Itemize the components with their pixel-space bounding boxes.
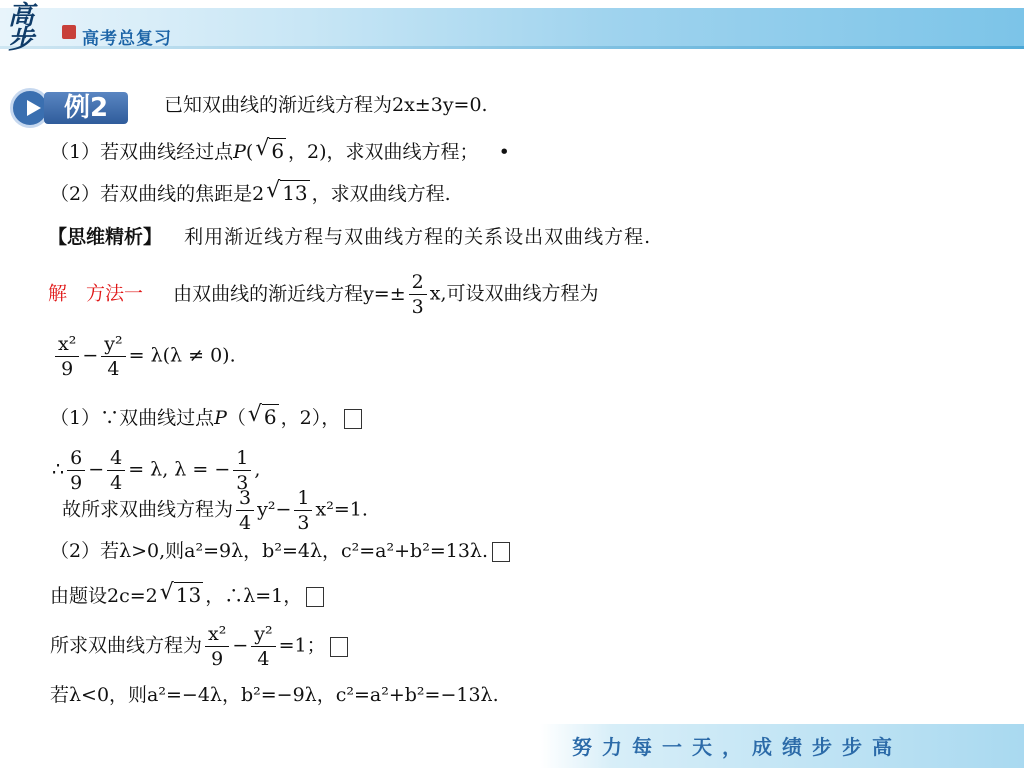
placeholder-box [330,637,348,657]
solution-answer1 [62,486,368,535]
frac-num: x² [55,332,79,357]
placeholder-box [344,409,362,429]
frac-x2-9 [205,622,229,671]
frac-1-3 [294,486,312,535]
p2c-tail: =1； [278,634,326,657]
frac-num: 2 [409,270,427,295]
therefore-symbol: ∴ [52,458,65,481]
point-p: P [214,407,227,429]
analysis-text: 利用渐近线方程与双曲线方程的关系设出双曲线方程. [184,226,652,248]
p2b-text: 由题设2c=2 [50,585,158,607]
eq-end: , [254,458,261,481]
answer1-text: 故所求双曲线方程为 [62,498,234,521]
problem-part1 [50,138,510,165]
frac-x2-9 [55,332,79,381]
hyperbola-general-eq [52,332,236,381]
minus-sign: − [232,634,249,657]
frac-num: 1 [233,446,251,471]
sqrt-value: 6 [271,139,285,163]
solution-line1 [48,270,599,319]
example-label: 例2 [44,92,128,124]
sqrt-6: √ 6 [255,136,285,163]
frac-den: 9 [61,358,74,380]
answer1-mid: y²− [257,498,292,521]
frac-y2-4 [101,332,125,381]
frac-den: 4 [107,358,120,380]
frac-num: 3 [236,486,254,511]
logo-char-bottom: 步 [8,25,35,55]
problem-part2 [50,180,451,207]
sqrt-value: 13 [175,583,202,607]
frac-num: y² [101,332,125,357]
sqrt-value: 13 [282,181,308,205]
header [0,0,1024,55]
part2-tail: ，求双曲线方程. [311,183,451,205]
solution-part2-line1 [50,538,510,564]
frac-num: 6 [67,446,85,471]
solution-line1-tail: x,可设双曲线方程为 [429,282,599,305]
problem-stem: 已知双曲线的渐近线方程为2x±3y=0. [164,94,488,116]
minus-sign: − [88,458,105,481]
frac-y2-4 [251,622,275,671]
frac-den: 9 [211,648,224,670]
p1-paren: （ [226,407,246,429]
p1-text: （1）∵双曲线过点 [50,407,215,429]
solution-line1-text: 由双曲线的渐近线方程y=± [173,282,406,305]
part1-text: （1）若双曲线经过点 [50,141,234,163]
eq-mid: = λ, λ = − [128,458,231,481]
placeholder-box [492,542,510,562]
solution-part2-line4: 若λ<0，则a²=−4λ，b²=−9λ，c²=a²+b²=−13λ. [50,684,499,706]
part1-paren: ( [245,141,254,163]
frac-den: 3 [236,472,249,494]
p1-tail: ，2）， [280,407,341,429]
example-badge [10,88,128,128]
p2b-tail: ，∴λ=1， [205,585,303,607]
point-p: P [233,141,246,163]
sqrt-6: √ 6 [247,402,277,429]
frac-den: 3 [297,512,310,534]
bullet-dot: • [498,141,510,163]
solution-part1 [50,404,362,431]
frac-2-3 [409,270,427,319]
analysis-line [48,224,651,250]
footer-motto: 努力每一天，成绩步步高 [572,735,902,759]
frac-den: 4 [110,472,123,494]
eq-rest: = λ(λ ≠ 0). [128,344,236,367]
sqrt-13: √ 13 [159,580,202,607]
sqrt-value: 6 [263,405,277,429]
frac-den: 9 [70,472,83,494]
frac-num: 1 [294,486,312,511]
frac-num: y² [251,622,275,647]
header-title: 高考总复习 [82,29,172,49]
solution-part2-line2 [50,582,324,609]
p2c-text: 所求双曲线方程为 [50,634,203,657]
frac-num: 4 [107,446,125,471]
sqrt-13: √ 13 [266,178,308,205]
frac-3-4 [236,486,254,535]
frac-den: 4 [257,648,270,670]
solution-part2-line3 [50,622,348,671]
frac-den: 4 [239,512,252,534]
analysis-label: 【思维精析】 [48,226,163,248]
seal-icon [62,25,76,39]
logo-char-top: 高 [8,1,35,31]
frac-den: 3 [411,296,424,318]
brand-logo [8,1,35,55]
minus-sign: − [82,344,99,367]
part1-tail: ，2)，求双曲线方程； [288,141,479,163]
frac-num: x² [205,622,229,647]
placeholder-box [306,587,324,607]
part2-text: （2）若双曲线的焦距是2 [50,183,265,205]
answer1-end: x²=1. [315,498,368,521]
solution-label: 解 方法一 [48,282,144,305]
p2-text: （2）若λ>0,则a²=9λ，b²=4λ，c²=a²+b²=13λ. [50,540,489,562]
